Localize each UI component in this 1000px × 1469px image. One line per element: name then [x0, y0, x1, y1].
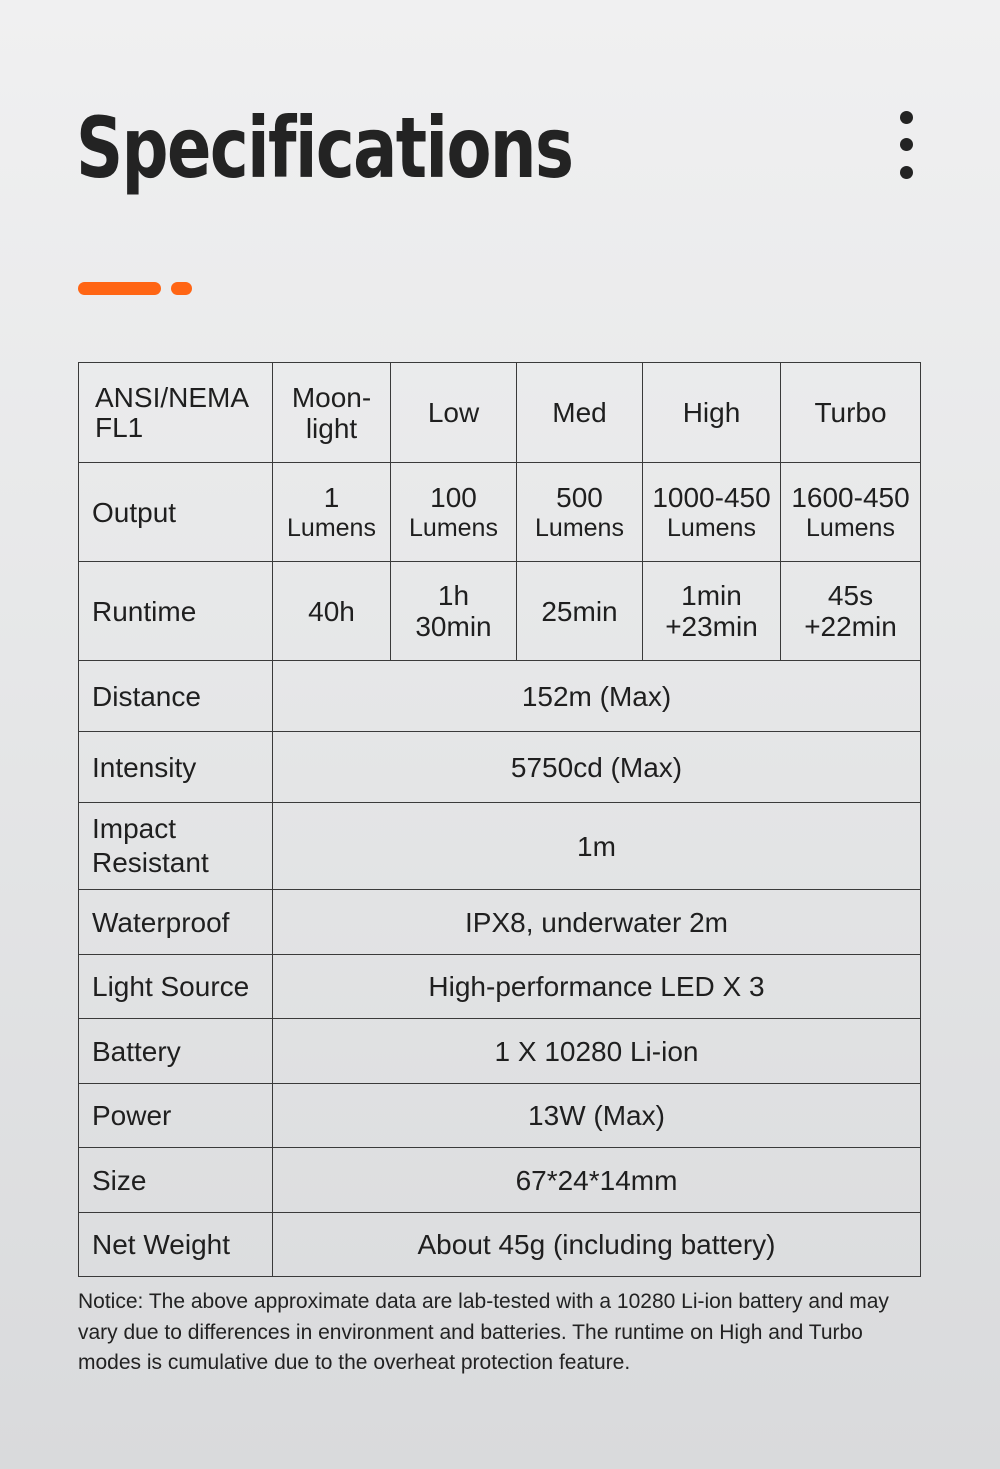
waterproof-label: Waterproof [79, 890, 273, 955]
battery-value: 1 X 10280 Li-ion [273, 1019, 921, 1084]
runtime-line1: 1h [437, 580, 470, 611]
page-title: Specifications [76, 99, 573, 197]
waterproof-value: IPX8, underwater 2m [273, 890, 921, 955]
output-low [391, 463, 517, 562]
more-options-icon[interactable] [897, 111, 915, 185]
runtime-line2: +23min [665, 611, 758, 642]
impact-value: 1m [273, 803, 921, 890]
accent-bar-long [78, 282, 161, 295]
table-row-battery [79, 1019, 921, 1084]
runtime-line2: +22min [804, 611, 897, 642]
runtime-line1: 45s [827, 580, 874, 611]
menu-dot [900, 166, 913, 179]
table-row-header [79, 363, 921, 463]
runtime-line1: 1min [681, 580, 742, 611]
output-value: 1000-450 [652, 481, 771, 513]
intensity-label: Intensity [79, 732, 273, 803]
specifications-table [78, 362, 921, 1277]
notice-text: Notice: The above approximate data are lab-tested with a 10280 Li-ion battery and may vary due to differences in environment and batteries. The runtime on High and Turbo modes is cumulative due to the overheat protection feature. [78, 1290, 889, 1374]
header-mode-high: High [643, 363, 781, 463]
runtime-line2: 30min [415, 611, 492, 642]
output-unit: Lumens [287, 513, 376, 542]
runtime-moonlight: 40h [273, 562, 391, 661]
impact-label: Impact Resistant [79, 803, 273, 890]
runtime-label: Runtime [79, 562, 273, 661]
power-value: 13W (Max) [273, 1084, 921, 1148]
output-unit: Lumens [806, 513, 895, 542]
output-turbo [781, 463, 921, 562]
header-mode-low: Low [391, 363, 517, 463]
output-value: 1600-450 [791, 481, 910, 513]
table-row-waterproof [79, 890, 921, 955]
header-mode-turbo: Turbo [781, 363, 921, 463]
output-value: 100 [430, 481, 477, 513]
runtime-turbo [781, 562, 921, 661]
table-row-light-source [79, 955, 921, 1019]
distance-label: Distance [79, 661, 273, 732]
output-med [517, 463, 643, 562]
light-source-label: Light Source [79, 955, 273, 1019]
output-value: 1 [323, 481, 340, 513]
output-moonlight [273, 463, 391, 562]
header-moonlight-line1: Moon- [291, 381, 372, 413]
light-source-value: High-performance LED X 3 [273, 955, 921, 1019]
menu-dot [900, 138, 913, 151]
output-value: 500 [556, 481, 603, 513]
table-row-impact [79, 803, 921, 890]
accent-bar-short [171, 282, 192, 295]
header-mode-moonlight [273, 363, 391, 463]
table-row-net-weight [79, 1213, 921, 1277]
size-value: 67*24*14mm [273, 1148, 921, 1213]
table-row-output [79, 463, 921, 562]
size-label: Size [79, 1148, 273, 1213]
header-mode-med: Med [517, 363, 643, 463]
distance-value: 152m (Max) [273, 661, 921, 732]
table-row-intensity [79, 732, 921, 803]
table-row-power [79, 1084, 921, 1148]
table-row-distance [79, 661, 921, 732]
output-unit: Lumens [667, 513, 756, 542]
output-label: Output [79, 463, 273, 562]
runtime-high [643, 562, 781, 661]
menu-dot [900, 111, 913, 124]
table-row-size [79, 1148, 921, 1213]
header-standard-label: ANSI/NEMA FL1 [79, 363, 273, 463]
battery-label: Battery [79, 1019, 273, 1084]
power-label: Power [79, 1084, 273, 1148]
table-row-runtime [79, 562, 921, 661]
header-moonlight-line2: light [305, 412, 358, 444]
intensity-value: 5750cd (Max) [273, 732, 921, 803]
runtime-low [391, 562, 517, 661]
net-weight-value: About 45g (including battery) [273, 1213, 921, 1277]
runtime-med: 25min [517, 562, 643, 661]
output-high [643, 463, 781, 562]
output-unit: Lumens [409, 513, 498, 542]
output-unit: Lumens [535, 513, 624, 542]
net-weight-label: Net Weight [79, 1213, 273, 1277]
